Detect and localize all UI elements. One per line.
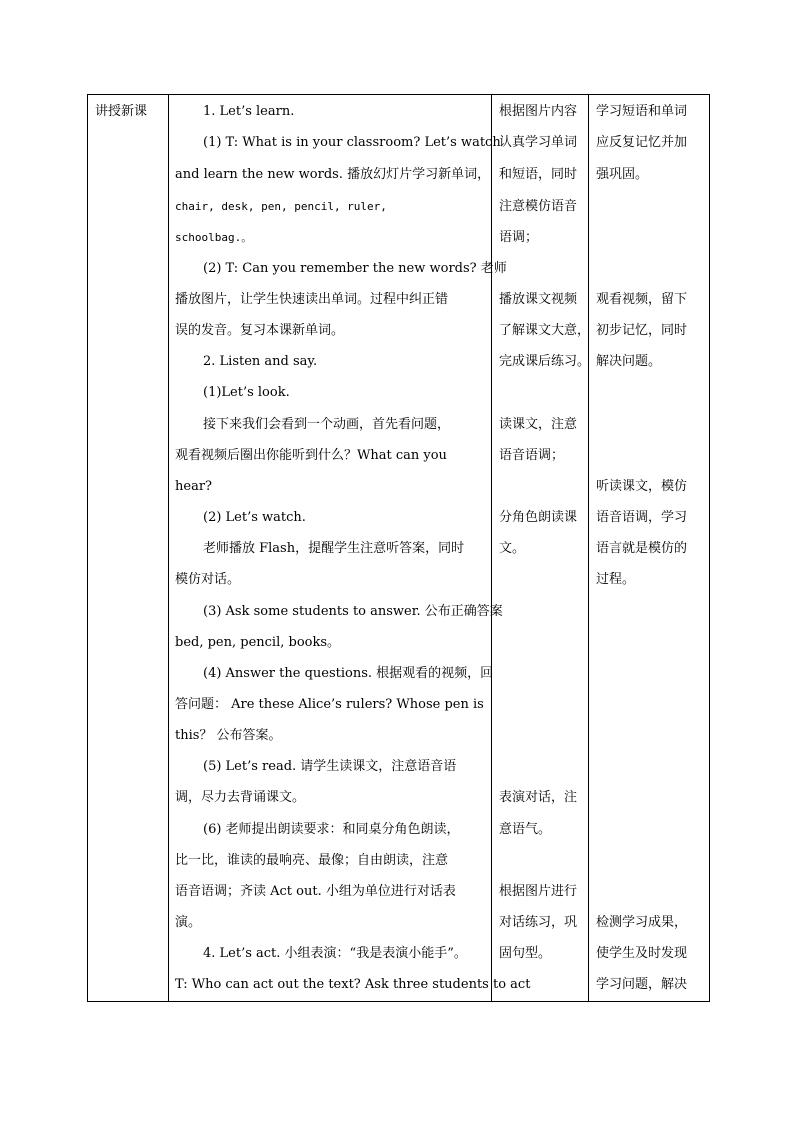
intent-line: 语音语调，学习 <box>596 510 688 525</box>
intent-line: 解决问题。 <box>596 354 662 369</box>
lesson-plan-table <box>87 94 710 1002</box>
stage-cell <box>88 95 169 1002</box>
activity-line: 调，尽力去背诵课文。 <box>175 790 306 805</box>
stage-title: 讲授新课 <box>95 104 148 119</box>
student-line: 文。 <box>499 541 526 556</box>
activity-line: (1)Let’s look. <box>203 385 290 400</box>
activity-line: 模仿对话。 <box>175 572 241 587</box>
student-line: 根据图片内容 <box>499 104 578 119</box>
activity-line: T: Who can act out the text? Ask three students to act <box>175 977 531 992</box>
student-line: 播放课文视频 <box>499 292 578 307</box>
intent-line: 学习问题，解决 <box>596 977 688 992</box>
student-line: 意语气。 <box>499 822 552 837</box>
activity-line: 答问题： Are these Alice’s rulers? Whose pen is <box>175 697 484 712</box>
activity-line: schoolbag.。 <box>175 231 253 244</box>
student-line: 对话练习，巩 <box>499 915 578 930</box>
student-line: 固句型。 <box>499 946 552 961</box>
student-activities-cell <box>492 95 589 1002</box>
intent-line: 检测学习成果， <box>596 915 688 930</box>
activity-line: 语音语调；齐读 Act out. 小组为单位进行对话表 <box>175 884 456 899</box>
activity-line: 误的发音。复习本课新单词。 <box>175 323 345 338</box>
intent-line: 观看视频，留下 <box>596 292 688 307</box>
activity-line: 演。 <box>175 915 202 930</box>
student-line: 和短语，同时 <box>499 167 578 182</box>
activity-line: (4) Answer the questions. 根据观看的视频，回 <box>203 666 494 681</box>
activity-line: 播放图片，让学生快速读出单词。过程中纠正错 <box>175 292 449 307</box>
activity-line: and learn the new words. 播放幻灯片学习新单词， <box>175 167 491 182</box>
activity-line: 2. Listen and say. <box>203 354 318 369</box>
activity-line: (1) T: What is in your classroom? Let’s watch <box>203 135 501 150</box>
intent-line: 语言就是模仿的 <box>596 541 688 556</box>
intent-line: 使学生及时发现 <box>596 946 688 961</box>
activity-line: (2) T: Can you remember the new words? 老师 <box>203 261 507 276</box>
student-line: 注意模仿语音 <box>499 199 578 214</box>
student-line: 认真学习单词 <box>499 135 578 150</box>
activity-line: hear? <box>175 479 213 494</box>
activity-line: 接下来我们会看到一个动画，首先看问题， <box>203 417 451 432</box>
student-line: 读课文，注意 <box>499 417 578 432</box>
intent-line: 学习短语和单词 <box>596 104 688 119</box>
activity-line: bed, pen, pencil, books。 <box>175 635 341 650</box>
student-line: 语调； <box>499 230 539 245</box>
student-line: 根据图片进行 <box>499 884 578 899</box>
activity-line: 1. Let’s learn. <box>203 104 295 119</box>
student-line: 语音语调； <box>499 448 565 463</box>
design-intent-cell <box>589 95 710 1002</box>
student-line: 分角色朗读课 <box>499 510 578 525</box>
student-line: 了解课文大意， <box>499 323 591 338</box>
activity-line: (2) Let’s watch. <box>203 510 306 525</box>
activity-line: (6) 老师提出朗读要求：和同桌分角色朗读， <box>203 822 460 837</box>
intent-line: 强巩固。 <box>596 167 649 182</box>
intent-line: 初步记忆，同时 <box>596 323 688 338</box>
intent-line: 听读课文，模仿 <box>596 479 688 494</box>
activity-line: (3) Ask some students to answer. 公布正确答案 <box>203 604 503 619</box>
student-line: 完成课后练习。 <box>499 354 591 369</box>
activity-line: (5) Let’s read. 请学生读课文，注意语音语 <box>203 759 457 774</box>
activity-line: 老师播放 Flash，提醒学生注意听答案，同时 <box>203 541 465 556</box>
activity-line: 观看视频后圈出你能听到什么？What can you <box>175 448 447 463</box>
intent-line: 应反复记忆并加 <box>596 135 688 150</box>
activity-line: chair, desk, pen, pencil, ruler, <box>175 200 387 213</box>
activity-line: 比一比，谁读的最响亮、最像；自由朗读，注意 <box>175 853 449 868</box>
table-row <box>88 95 710 1002</box>
intent-line: 过程。 <box>596 572 636 587</box>
student-line: 表演对话，注 <box>499 790 578 805</box>
activity-line: this？ 公布答案。 <box>175 728 282 743</box>
activity-line: 4. Let’s act. 小组表演：“我是表演小能手”。 <box>203 946 467 961</box>
